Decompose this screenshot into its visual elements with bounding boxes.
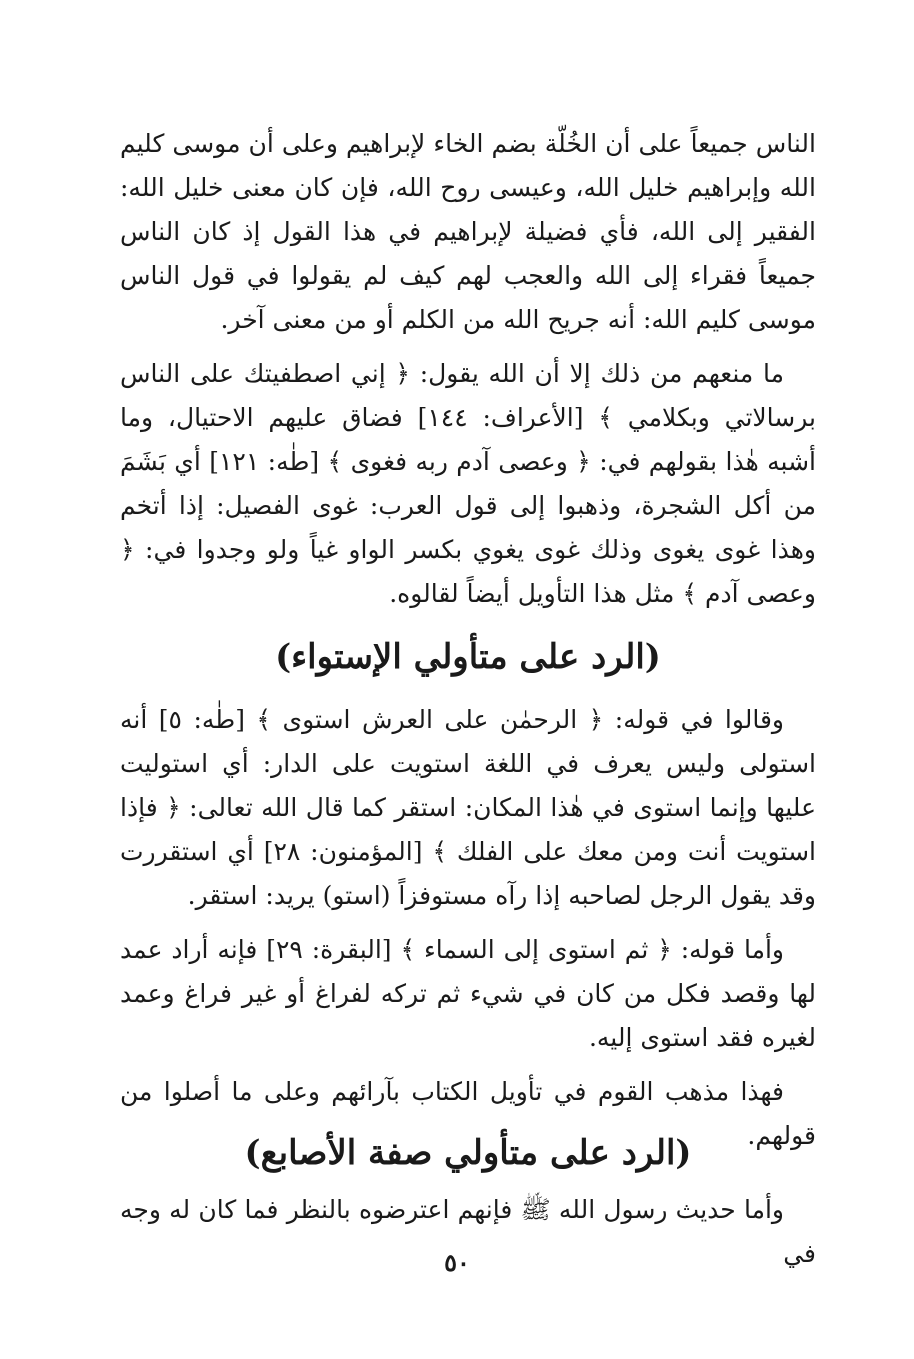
section-khulla <box>120 122 816 616</box>
paragraph-khulla: الناس جميعاً على أن الخُلّة بضم الخاء لإبراهيم وعلى أن موسى كليم الله وإبراهيم خليل الله، وعيسى روح الله، فإن كان معنى خليل الله: الفقير إلى الله، فأي فضيلة لإبراهيم في هذا القول إذ كان الناس جميعاً فقراء إلى الله والعجب لهم كيف لم يقولوا في قول الناس موسى كليم الله: أنه جريح الله من الكلم أو من معنى آخر. <box>120 129 816 334</box>
heading-istiwa: (الرد على متأولي الإستواء) <box>275 637 661 677</box>
paragraph-hadith: وأما حديث رسول الله ﷺ فإنهم اعترضوه بالنظر فما كان له وجه في <box>120 1195 816 1268</box>
heading-asabi: (الرد على متأولي صفة الأصابع) <box>244 1133 692 1173</box>
page-number: ٥٠ <box>444 1248 470 1277</box>
paragraph-madhhab: فهذا مذهب القوم في تأويل الكتاب بآرائهم وعلى ما أصلوا من قولهم. <box>120 1077 816 1150</box>
paragraph-ghawa: ما منعهم من ذلك إلا أن الله يقول: ﴿ إني اصطفيتك على الناس برسالاتي وبكلامي ﴾ [الأعراف: ١٤٤] فضاق عليهم الاحتيال، وما أشبه هٰذا بقولهم في: ﴿ وعصى آدم ربه فغوى ﴾ [طٰه: ١٢١] أي بَشَمَ من أكل الشجرة، وذهبوا إلى قول العرب: غوى الفصيل: إذا أتخم وهذا غوى يغوى وذلك غوى يغوي بكسر الواو غياً ولو وجدوا في: ﴿ وعصى آدم ﴾ مثل هذا التأويل أيضاً لقالوه. <box>120 359 816 608</box>
paragraph-istawa-ila: وأما قوله: ﴿ ثم استوى إلى السماء ﴾ [البقرة: ٢٩] فإنه أراد عمد لها وقصد فكل من كان في شيء ثم تركه لفراغ أو غير فراغ وعمد لغيره فقد استوى إليه. <box>120 935 816 1052</box>
section-istiwa <box>120 698 816 1158</box>
paragraph-istawla: وقالوا في قوله: ﴿ الرحمٰن على العرش استوى ﴾ [طٰه: ٥] أنه استولى وليس يعرف في اللغة استويت على الدار: أي استوليت عليها وإنما استوى في هٰذا المكان: استقر كما قال الله تعالى: ﴿ فإذا استويت أنت ومن معك على الفلك ﴾ [المؤمنون: ٢٨] أي استقررت وقد يقول الرجل لصاحبه إذا رآه مستوفزاً (استو) يريد: استقر. <box>120 705 816 910</box>
